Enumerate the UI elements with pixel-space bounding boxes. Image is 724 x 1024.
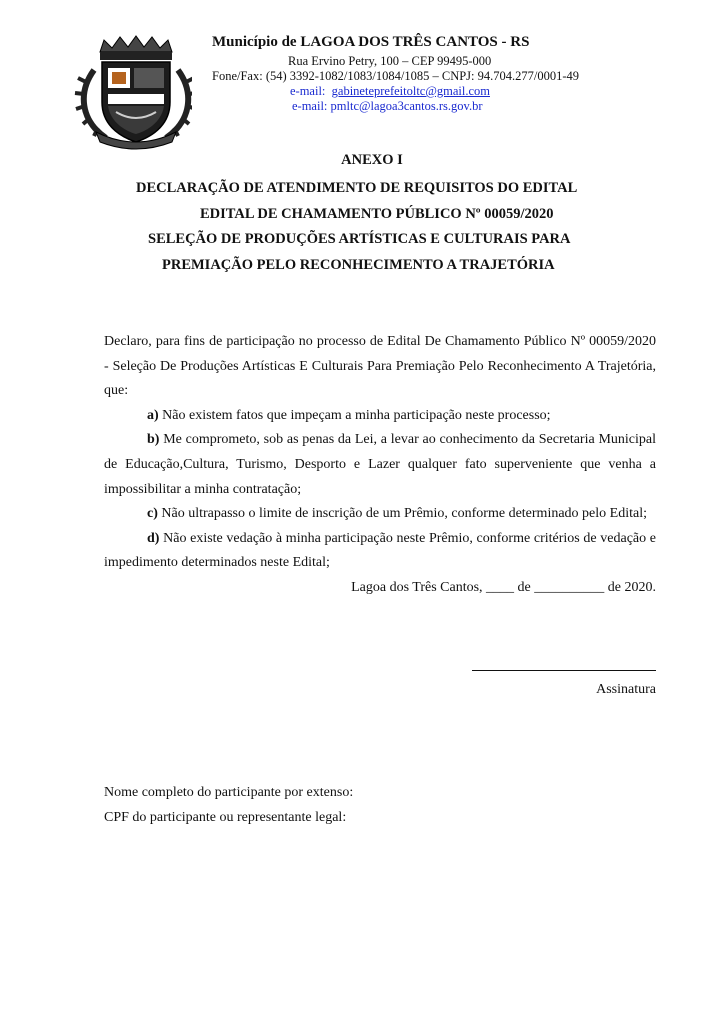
email-label: e-mail:: [292, 99, 328, 113]
item-letter: b): [147, 432, 160, 448]
item-b: [104, 428, 656, 502]
participant-name-field: Nome completo do participante por extenso:: [104, 785, 354, 800]
item-letter: d): [147, 530, 160, 546]
item-text: Não existem fatos que impeçam a minha participação neste processo;: [158, 407, 551, 423]
header-phone-cnpj: Fone/Fax: (54) 3392-1082/1083/1084/1085 – CNPJ: 94.704.277/0001-49: [212, 69, 580, 83]
item-text: Não existe vedação à minha participação neste Prêmio, conforme critérios de vedação e impedimento determinados neste Edital;: [104, 530, 656, 571]
header-address: Rua Ervino Petry, 100 – CEP 99495-000: [288, 54, 492, 68]
email-link-pmltc[interactable]: pmltc@lagoa3cantos.rs.gov.br: [330, 99, 483, 113]
signature-line: [472, 670, 656, 671]
item-c: [104, 502, 656, 527]
municipal-crest-logo: [72, 32, 192, 150]
header-email-1: [290, 84, 724, 99]
participant-cpf-field: CPF do participante ou representante legal:: [104, 810, 347, 825]
declaration-title: DECLARAÇÃO DE ATENDIMENTO DE REQUISITOS DO EDITAL: [136, 180, 578, 196]
item-text: Não ultrapasso o limite de inscrição de um Prêmio, conforme determinado pelo Edital;: [157, 506, 647, 522]
selection-title-line-2: PREMIAÇÃO PELO RECONHECIMENTO A TRAJETÓRIA: [162, 257, 555, 273]
item-letter: c): [147, 506, 158, 522]
item-d: [104, 527, 656, 576]
edital-title: EDITAL DE CHAMAMENTO PÚBLICO Nº 00059/2020: [200, 206, 554, 222]
header-email-2: [292, 99, 724, 114]
intro-paragraph: Declaro, para fins de participação no processo de Edital De Chamamento Público Nº 00059/2020 - Seleção De Produções Artísticas E Culturais Para Premiação Pelo Reconhecimento A Trajetória, que:: [104, 334, 656, 399]
item-a: [104, 404, 656, 429]
item-letter: a): [147, 407, 159, 423]
declaration-body: [104, 330, 656, 601]
selection-title-line-1: SELEÇÃO DE PRODUÇÕES ARTÍSTICAS E CULTURAIS PARA: [148, 231, 571, 247]
email-label: e-mail:: [290, 84, 326, 98]
annex-title: ANEXO I: [341, 152, 403, 168]
signature-label: Assinatura: [596, 682, 656, 697]
item-text: Me comprometo, sob as penas da Lei, a levar ao conhecimento da Secretaria Municipal de Educação,Cultura, Turismo, Desporto e Lazer qualquer fato superveniente que venha a impossibilitar a minha contratação;: [104, 432, 656, 497]
municipality-title: Município de LAGOA DOS TRÊS CANTOS - RS: [212, 34, 530, 50]
date-line: Lagoa dos Três Cantos, ____ de __________ de 2020.: [351, 579, 656, 595]
email-link-gabinete[interactable]: gabineteprefeitoltc@gmail.com: [331, 84, 490, 98]
